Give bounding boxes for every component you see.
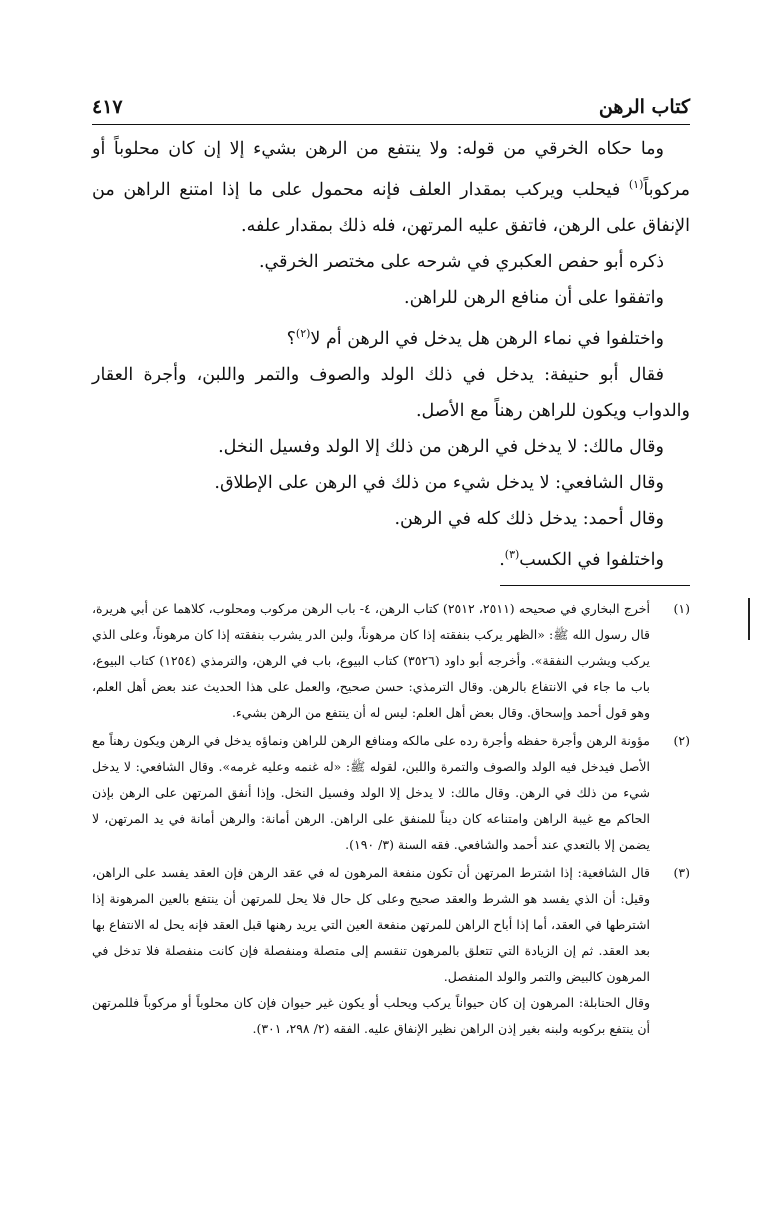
main-paragraph: وما حكاه الخرقي من قوله: ولا ينتفع من الرهن بشيء إلا إن كان محلوباً أو مركوباً$^{(١)}$ فيحلب ويركب بمقدار العلف فإنه محمول على ما إذا امتنع الراهن من الإنفاق على الرهن، فاتفق عليه المرتهن، فله ذلك بمقدار علفه. [92,139,690,236]
main-text [92,131,690,577]
footnote-text: قال الشافعية: إذا اشترط المرتهن أن تكون منفعة المرهون له في عقد الرهن فإن العقد يفسد على الراهن، وقيل: أن الذي يفسد هو الشرط والعقد صحيح وعلى كل حال فلا يحل للمرتهن أن ينتفع بالعين المرهونة إذا اشترطها في العقد، أما إذا أباح الراهن للمرتهن منفعة العين التي يريد رهنها قبل العقد فإنه يحل له الانتفاع بها بعد العقد. ثم إن الزيادة التي تتعلق بالمرهون تنقسم إلى متصلة ومنفصلة فإن كانت منفصلة فلا تدخل في المرهون كالبيض والتمر والولد المنفصل. [92,865,650,985]
main-paragraph: وقال الشافعي: لا يدخل شيء من ذلك في الرهن على الإطلاق. [214,472,664,493]
margin-mark [748,598,750,640]
footnote-divider [500,585,690,586]
footnotes [92,596,690,1042]
footnote-ref[interactable]: (٣) [504,547,520,561]
main-paragraph: واختلفوا في الكسب$^{(٣)}$. [499,547,664,570]
footnote [92,860,690,1042]
main-paragraph: فقال أبو حنيفة: يدخل في ذلك الولد والصوف والتمر واللبن، وأجرة العقار والدواب ويكون للراهن رهناً مع الأصل. [92,364,690,421]
main-paragraph: واتفقوا على أن منافع الرهن للراهن. [404,287,664,308]
footnote [92,596,690,726]
footnote-ref[interactable]: (٢) [295,326,311,340]
footnote-number: (٣) [673,865,690,881]
main-paragraph: وقال مالك: لا يدخل في الرهن من ذلك إلا الولد وفسيل النخل. [218,436,664,457]
page-number: ٤١٧ [92,96,123,118]
chapter-title: كتاب الرهن [598,96,690,118]
page-header [92,96,690,125]
footnote-text: مؤونة الرهن وأجرة حفظه وأجرة رده على مالكه ومنافع الرهن للراهن ونماؤه يدخل في الرهن ويكون رهناً مع الأصل فيدخل فيه الولد والصوف والتمرة واللبن، لقوله ﷺ: «له غنمه وعليه غرمه». وقال الشافعي: لا يدخل شيء من ذلك في الرهن. وقال مالك: لا يدخل إلا الولد وفسيل النخل. وإذا أنفق المرتهن على الرهن بإذن الحاكم مع غيبة الراهن وامتناعه كان ديناً للمنفق على الراهن. الرهن أمانة: والرهن أمانة في يد المرتهن، لا يضمن إلا بالتعدي عند أحمد والشافعي. فقه السنة (٣/ ١٩٠). [92,733,650,853]
footnote-text: أخرج البخاري في صحيحه (٢٥١١، ٢٥١٢) كتاب الرهن، ٤- باب الرهن مركوب ومحلوب، كلاهما عن أبي هريرة، قال رسول الله ﷺ: «الظهر يركب بنفقته إذا كان مرهوناً، ولبن الدر يشرب بنفقته إذا كان مرهوناً، وعلى الذي يركب ويشرب النفقة». وأخرجه أبو داود (٣٥٢٦) كتاب البيوع، باب في الرهن، والترمذي (١٢٥٤) كتاب البيوع، باب ما جاء في الانتفاع بالرهن. وقال الترمذي: حسن صحيح، والعمل على هذا الحديث عند بعض أهل العلم، وهو قول أحمد وإسحاق. وقال بعض أهل العلم: ليس له أن ينتفع من الرهن بشيء. [92,601,651,721]
footnote-number: (٢) [673,733,690,749]
main-paragraph: واختلفوا في نماء الرهن هل يدخل في الرهن أم لا$^{(٢)}$؟ [286,326,664,349]
footnote-text: وقال الحنابلة: المرهون إن كان حيواناً يركب ويحلب أو يكون غير حيوان فإن كان محلوباً أو مركوباً فللمرتهن أن ينتفع بركوبه ولبنه بغير إذن الراهن نظير الإنفاق عليه. الفقه (٢/ ٢٩٨، ٣٠١). [92,995,650,1037]
footnote-number: (١) [673,601,690,617]
footnote-ref[interactable]: (١) [628,178,644,191]
book-page [92,96,690,1044]
footnote [92,728,690,858]
main-paragraph: ذكره أبو حفص العكبري في شرحه على مختصر الخرقي. [258,251,664,272]
main-paragraph: وقال أحمد: يدخل ذلك كله في الرهن. [394,508,664,529]
